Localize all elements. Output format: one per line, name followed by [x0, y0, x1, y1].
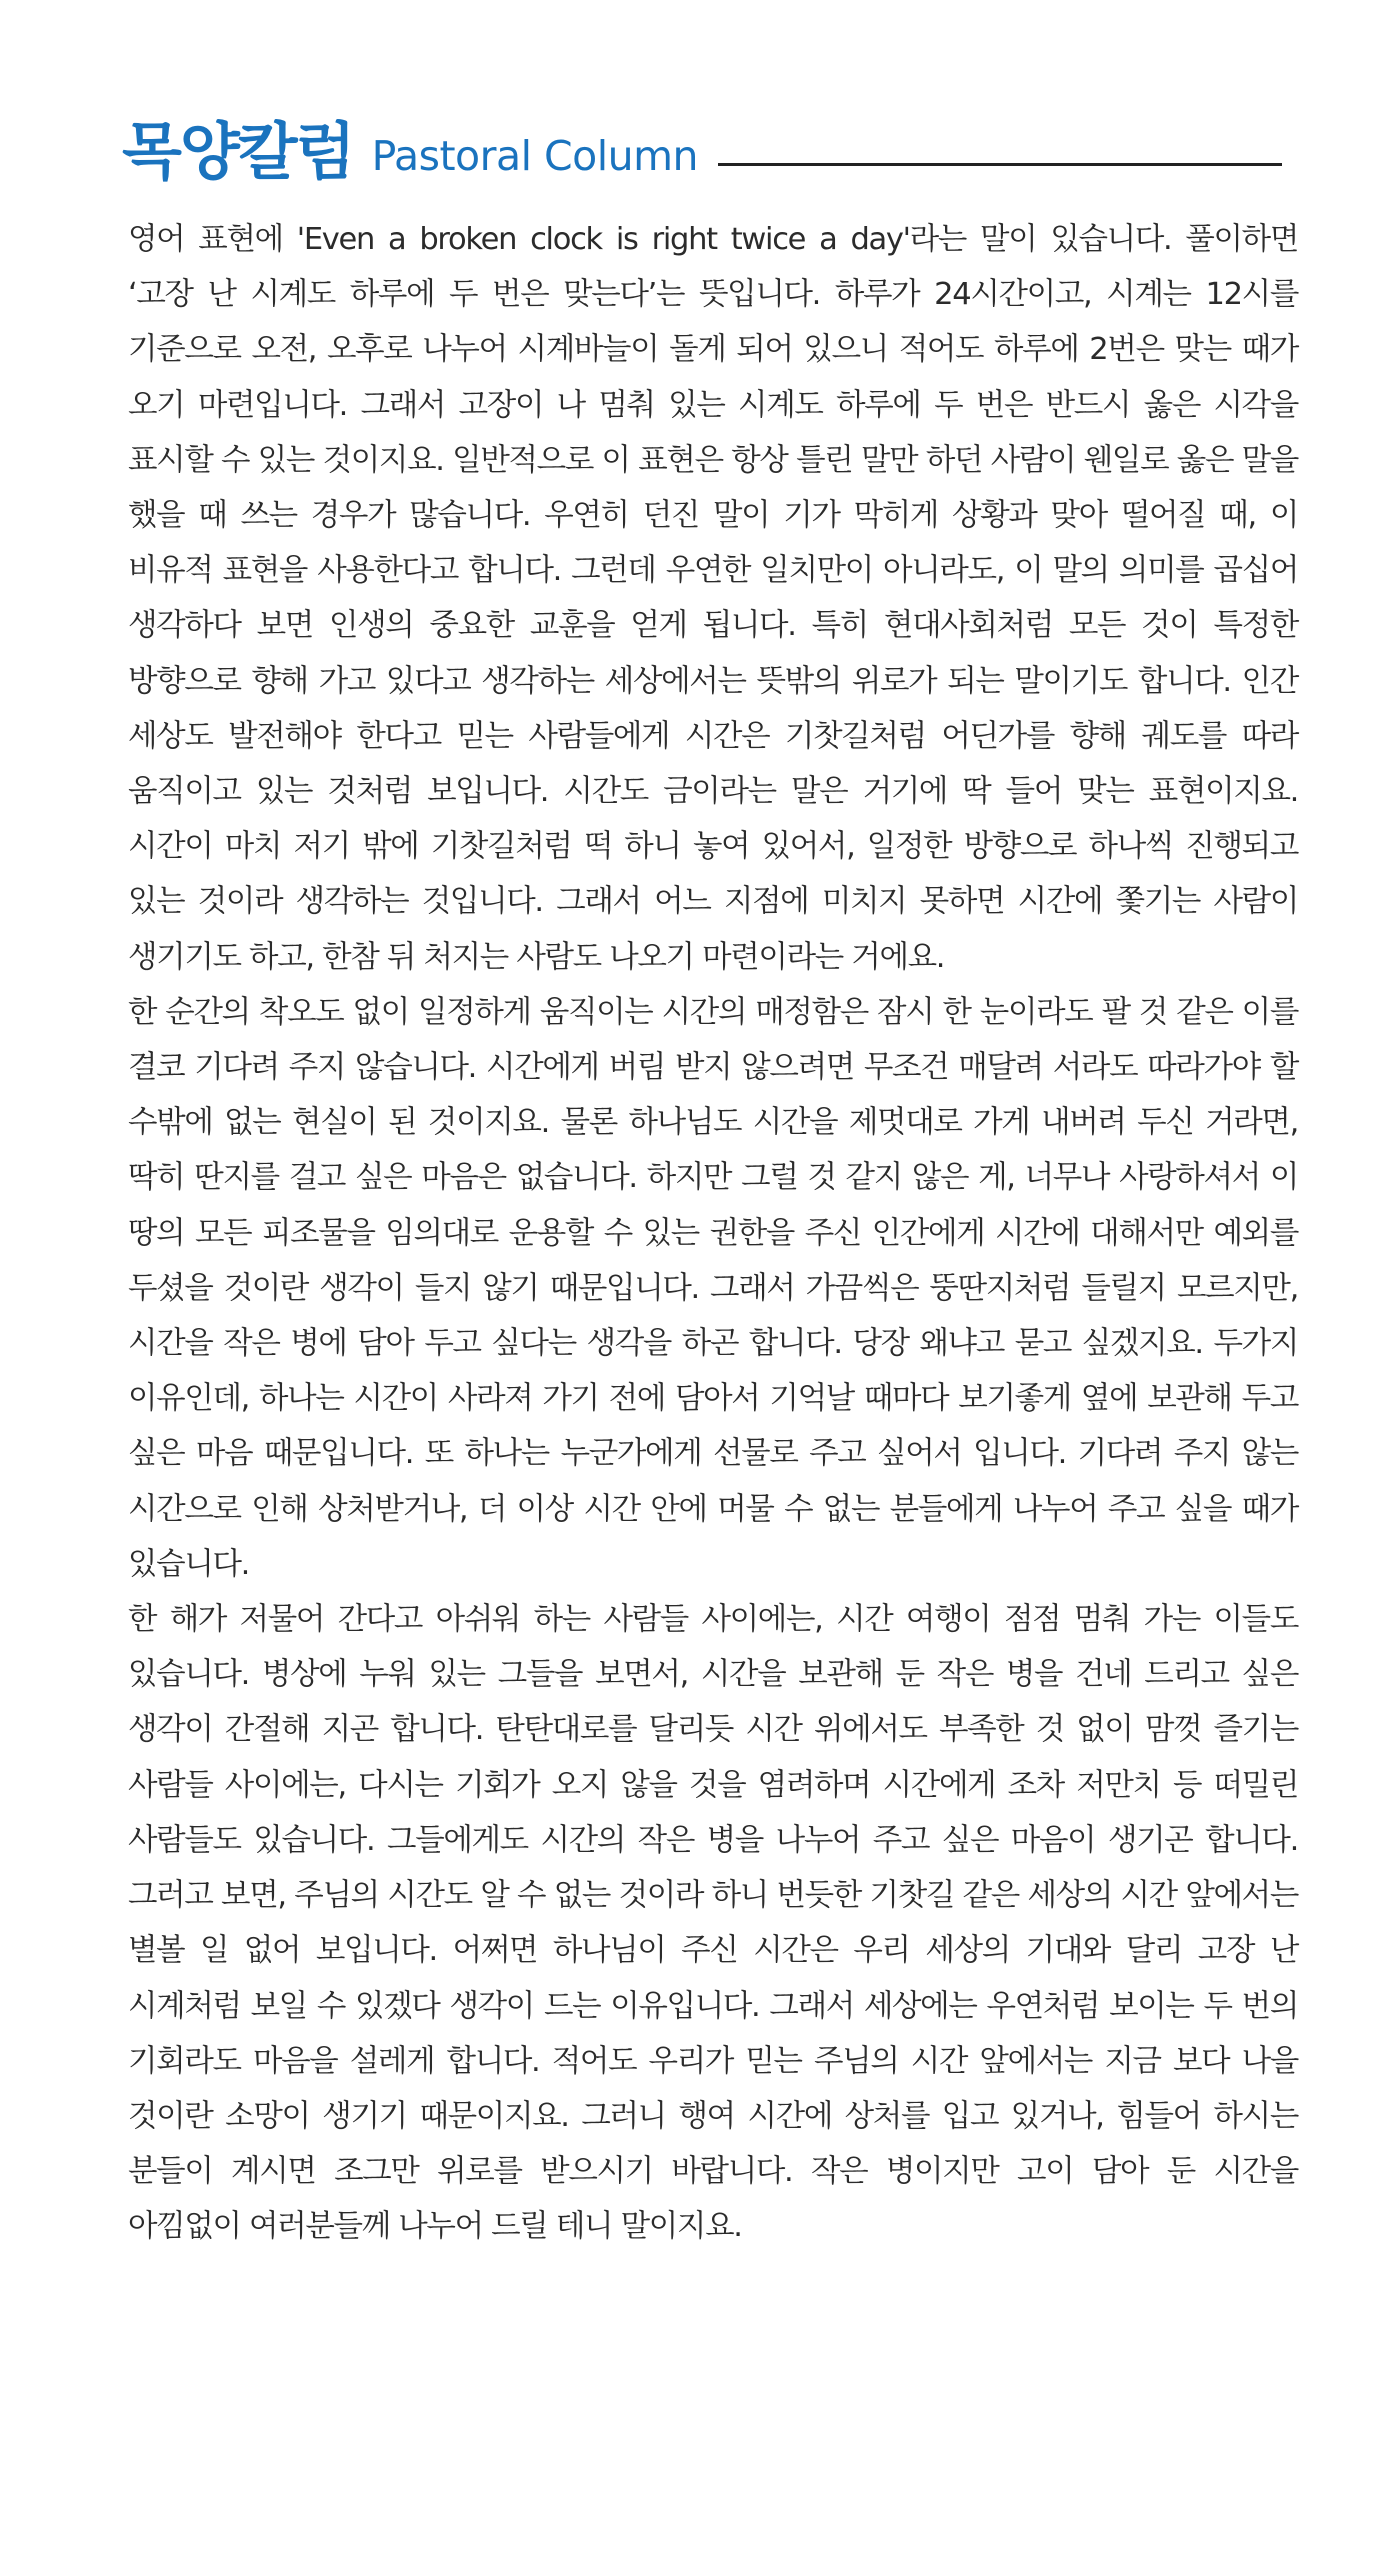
column-title-english: Pastoral Column: [371, 132, 699, 180]
column-header: [122, 108, 1282, 188]
header-divider-line: [718, 163, 1282, 166]
column-body: [128, 212, 1298, 2255]
body-paragraph-2: 한 순간의 착오도 없이 일정하게 움직이는 시간의 매정함은 잠시 한 눈이라도 팔 것 같은 이를 결코 기다려 주지 않습니다. 시간에게 버림 받지 않으려면 무조건 매달려 서라도 따라가야 할 수밖에 없는 현실이 된 것이지요. 물론 하나님도 시간을 제멋대로 가게 내버려 두신 거라면, 딱히 딴지를 걸고 싶은 마음은 없습니다. 하지만 그럴 것 같지 않은 게, 너무나 사랑하셔서 이 땅의 모든 피조물을 임의대로 운용할 수 있는 권한을 주신 인간에게 시간에 대해서만 예외를 두셨을 것이란 생각이 들지 않기 때문입니다. 그래서 가끔씩은 뚱딴지처럼 들릴지 모르지만, 시간을 작은 병에 담아 두고 싶다는 생각을 하곤 합니다. 당장 왜냐고 묻고 싶겠지요. 두가지 이유인데, 하나는 시간이 사라져 가기 전에 담아서 기억날 때마다 보기좋게 옆에 보관해 두고 싶은 마음 때문입니다. 또 하나는 누군가에게 선물로 주고 싶어서 입니다. 기다려 주지 않는 시간으로 인해 상처받거나, 더 이상 시간 안에 머물 수 없는 분들에게 나누어 주고 싶을 때가 있습니다.: [128, 994, 1299, 1582]
body-paragraph-1: 영어 표현에 'Even a broken clock is right twice a day'라는 말이 있습니다. 풀이하면 ‘고장 난 시계도 하루에 두 번은 맞는다’는 뜻입니다. 하루가 24시간이고, 시계는 12시를 기준으로 오전, 오후로 나누어 시계바늘이 돌게 되어 있으니 적어도 하루에 2번은 맞는 때가 오기 마련입니다. 그래서 고장이 나 멈춰 있는 시계도 하루에 두 번은 반드시 옳은 시각을 표시할 수 있는 것이지요. 일반적으로 이 표현은 항상 틀린 말만 하던 사람이 웬일로 옳은 말을 했을 때 쓰는 경우가 많습니다. 우연히 던진 말이 기가 막히게 상황과 맞아 떨어질 때, 이 비유적 표현을 사용한다고 합니다. 그런데 우연한 일치만이 아니라도, 이 말의 의미를 곱십어 생각하다 보면 인생의 중요한 교훈을 얻게 됩니다. 특히 현대사회처럼 모든 것이 특정한 방향으로 향해 가고 있다고 생각하는 세상에서는 뜻밖의 위로가 되는 말이기도 합니다. 인간 세상도 발전해야 한다고 믿는 사람들에게 시간은 기찻길처럼 어딘가를 향해 궤도를 따라 움직이고 있는 것처럼 보입니다. 시간도 금이라는 말은 거기에 딱 들어 맞는 표현이지요. 시간이 마치 저기 밖에 기찻길처럼 떡 하니 놓여 있어서, 일정한 방향으로 하나씩 진행되고 있는 것이라 생각하는 것입니다. 그래서 어느 지점에 미치지 못하면 시간에 쫓기는 사람이 생기기도 하고, 한참 뒤 처지는 사람도 나오기 마련이라는 거에요.: [128, 222, 1299, 975]
body-paragraph-3: 한 해가 저물어 간다고 아쉬워 하는 사람들 사이에는, 시간 여행이 점점 멈춰 가는 이들도 있습니다. 병상에 누워 있는 그들을 보면서, 시간을 보관해 둔 작은 병을 건네 드리고 싶은 생각이 간절해 지곤 합니다. 탄탄대로를 달리듯 시간 위에서도 부족한 것 없이 맘껏 즐기는 사람들 사이에는, 다시는 기회가 오지 않을 것을 염려하며 시간에게 조차 저만치 등 떠밀린 사람들도 있습니다. 그들에게도 시간의 작은 병을 나누어 주고 싶은 마음이 생기곤 합니다. 그러고 보면, 주님의 시간도 알 수 없는 것이라 하니 번듯한 기찻길 같은 세상의 시간 앞에서는 별볼 일 없어 보입니다. 어쩌면 하나님이 주신 시간은 우리 세상의 기대와 달리 고장 난 시계처럼 보일 수 있겠다 생각이 드는 이유입니다. 그래서 세상에는 우연처럼 보이는 두 번의 기회라도 마음을 설레게 합니다. 적어도 우리가 믿는 주님의 시간 앞에서는 지금 보다 나을 것이란 소망이 생기기 때문이지요. 그러니 행여 시간에 상처를 입고 있거나, 힘들어 하시는 분들이 계시면 조그만 위로를 받으시기 바랍니다. 작은 병이지만 고이 담아 둔 시간을 아낌없이 여러분들께 나누어 드릴 테니 말이지요.: [128, 1602, 1299, 2245]
column-title-korean: 목양칼럼: [122, 115, 354, 188]
